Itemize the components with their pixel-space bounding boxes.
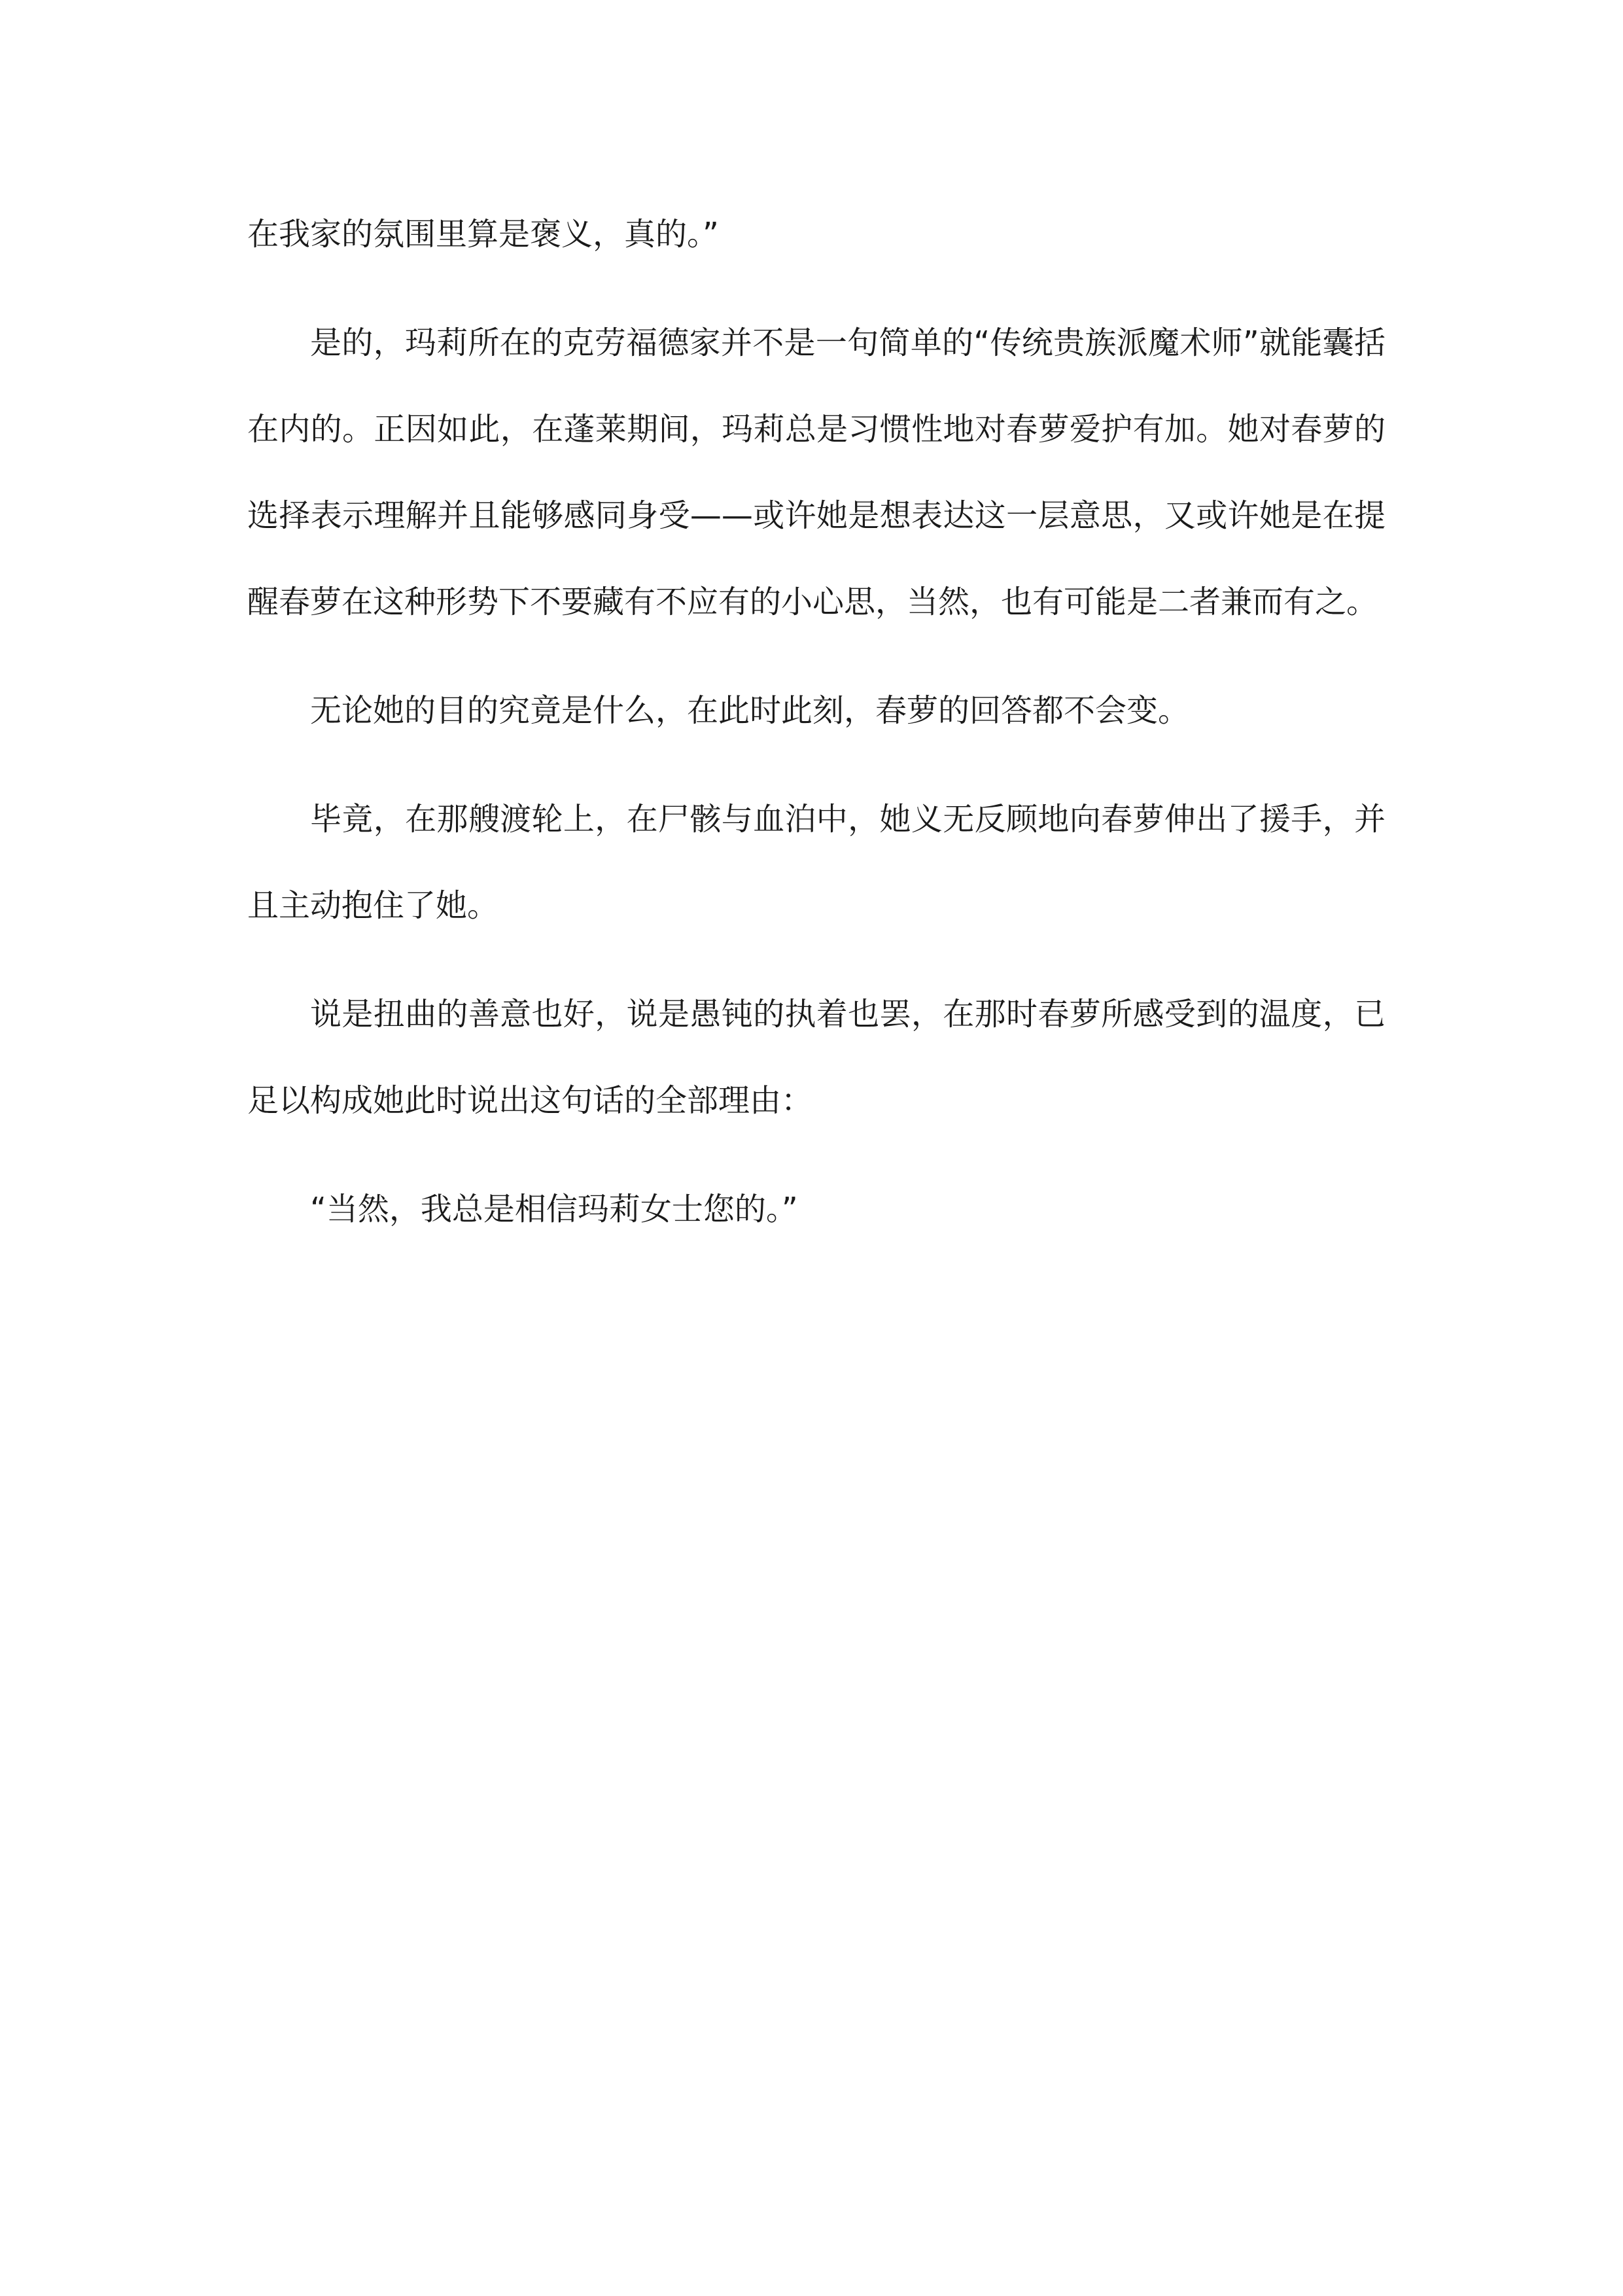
paragraph: 无论她的目的究竟是什么，在此时此刻，春萝的回答都不会变。 bbox=[310, 692, 1190, 729]
paragraph: 是的，玛莉所在的克劳福德家并不是一句简单的“传统贵族派魔术师”就能囊括在内的。正因如此，在蓬莱期间，玛莉总是习惯性地对春萝爱护有加。她对春萝的选择表示理解并且能够感同身受——或许她是想表达这一层意思，又或许她是在提醒春萝在这种形势下不要藏有不应有的小心思，当然，也有可能是二者兼而有之。 bbox=[247, 325, 1386, 620]
body-text bbox=[247, 191, 1386, 1275]
paragraph-continuation: 在我家的氛围里算是褒义，真的。” bbox=[247, 216, 719, 253]
paragraph-dialogue: “当然，我总是相信玛莉女士您的。” bbox=[310, 1191, 798, 1227]
paragraph: 说是扭曲的善意也好，说是愚钝的执着也罢，在那时春萝所感受到的温度，已足以构成她此时说出这句话的全部理由： bbox=[247, 996, 1386, 1119]
paragraph: 毕竟，在那艘渡轮上，在尸骸与血泊中，她义无反顾地向春萝伸出了援手，并且主动抱住了她。 bbox=[247, 801, 1386, 924]
